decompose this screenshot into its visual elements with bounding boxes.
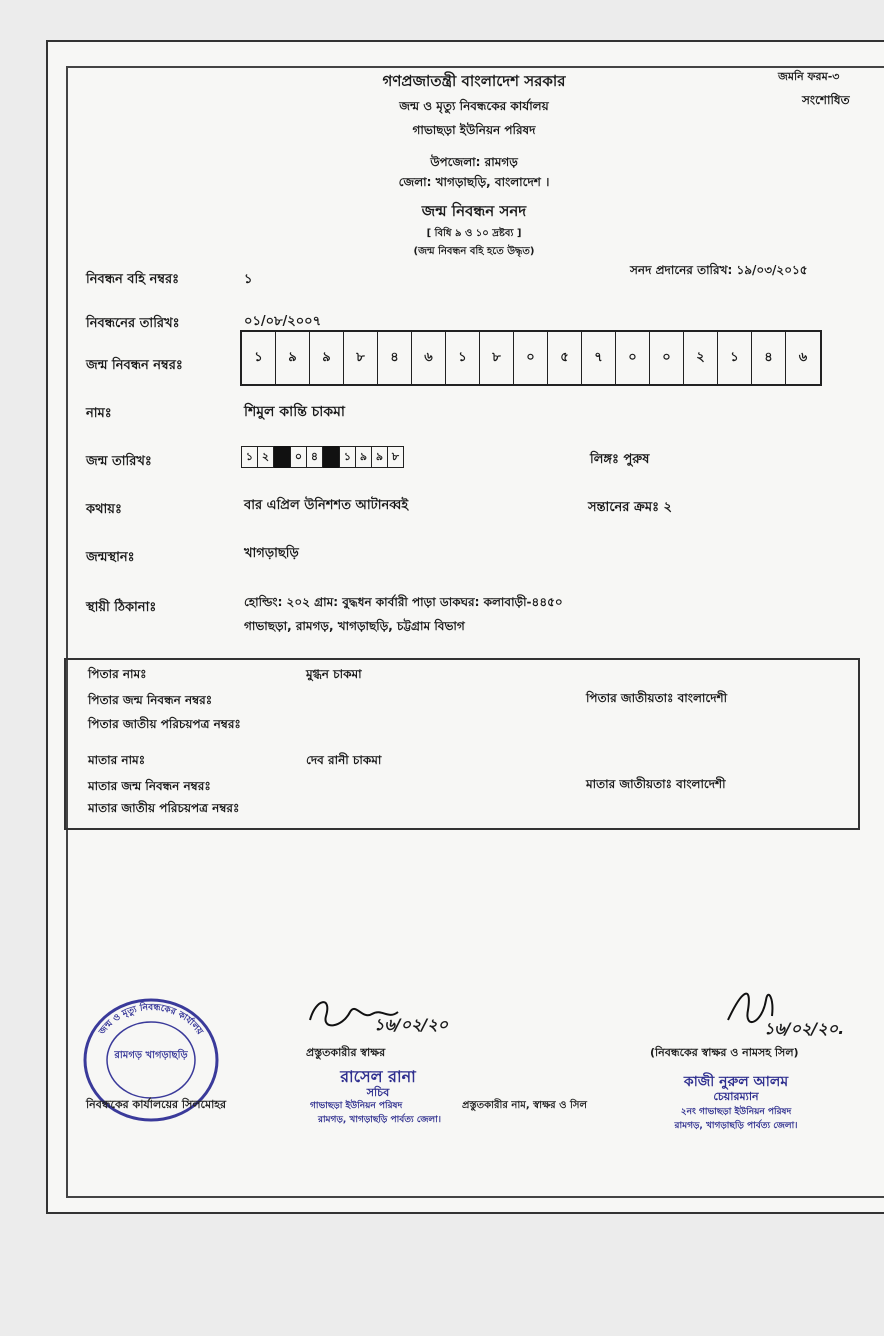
preparer-signature-label: প্রস্তুতকারীর স্বাক্ষর [306, 1046, 386, 1059]
preparer-signature-date: ১৬/০২/২০ [374, 1015, 449, 1034]
address-label: স্থায়ী ঠিকানাঃ [86, 600, 157, 615]
dob-digit: ১ [242, 447, 258, 467]
mother-nid-label: মাতার জাতীয় পরিচয়পত্র নম্বরঃ [88, 801, 240, 815]
registration-digit: ২ [684, 332, 718, 384]
mother-name-value: দেব রানী চাকমা [306, 753, 382, 767]
registrar-title: চেয়ারম্যান [713, 1090, 759, 1103]
registration-date-value: ০১/০৮/২০০৭ [244, 314, 322, 329]
registration-number-label: জন্ম নিবন্ধন নম্বরঃ [86, 358, 183, 373]
header-district: জেলা: খাগড়াছড়ি, বাংলাদেশ । [398, 175, 550, 189]
dob-digit: ৯ [356, 447, 372, 467]
registrar-signature-date: ১৬/০২/২০. [764, 1019, 845, 1038]
registration-digit: ৭ [582, 332, 616, 384]
registration-digit: ৯ [276, 332, 310, 384]
registrar-org: ২নং গাভাছড়া ইউনিয়ন পরিষদ [680, 1107, 792, 1117]
dob-label: জন্ম তারিখঃ [86, 454, 152, 469]
dob-separator [323, 446, 339, 468]
dob-digit: ০ [291, 447, 307, 467]
father-reg-label: পিতার জন্ম নিবন্ধন নম্বরঃ [88, 693, 213, 707]
address-line-2: গাভাছড়া, রামগড়, খাগড়াছড়ি, চট্টগ্রাম বিভাগ [244, 619, 465, 633]
registration-digit: ৬ [798, 349, 808, 365]
birthplace-value: খাগড়াছড়ি [244, 546, 299, 561]
father-nationality: পিতার জাতীয়তাঃ বাংলাদেশী [586, 691, 728, 705]
registration-digit: ০ [650, 332, 684, 384]
header-upazila: উপজেলা: রামগড় [430, 155, 518, 169]
sex-value: লিঙ্গঃ পুরুষ [590, 452, 650, 467]
dob-grid [241, 446, 404, 468]
registration-digit: ৮ [480, 332, 514, 384]
certificate-title: জন্ম নিবন্ধন সনদ [421, 202, 527, 220]
form-number: জমনি ফরম-৩ [778, 70, 840, 83]
father-nid-label: পিতার জাতীয় পরিচয়পত্র নম্বরঃ [88, 717, 241, 731]
registration-digit: ১ [718, 332, 752, 384]
dob-digit: ৮ [391, 449, 400, 463]
preparer-note: প্রস্তুতকারীর নাম, স্বাক্ষর ও সিল [462, 1100, 587, 1111]
issue-date: সনদ প্রদানের তারিখ: ১৯/০৩/২০১৫ [630, 263, 808, 277]
preparer-district: রামগড়, খাগড়াছড়ি পার্বত্য জেলা। [318, 1115, 441, 1125]
dob-day [241, 446, 274, 468]
book-number-value: ১ [244, 272, 253, 287]
registrar-district: রামগড়, খাগড়াছড়ি পার্বত্য জেলা। [674, 1121, 798, 1131]
registration-date-label: নিবন্ধনের তারিখঃ [86, 316, 180, 331]
header-source: (জন্ম নিবন্ধন বহি হতে উদ্ধৃত) [413, 246, 535, 257]
mother-reg-label: মাতার জন্ম নিবন্ধন নম্বরঃ [88, 779, 211, 793]
seal-ring-text: জন্ম ও মৃত্যু নিবন্ধকের কার্যালয় [97, 1002, 205, 1037]
header-office: জন্ম ও মৃত্যু নিবন্ধকের কার্যালয় [399, 99, 549, 113]
registration-digit: ৫ [548, 332, 582, 384]
seal-center-text: রামগড় খাগড়াছড়ি [114, 1050, 188, 1061]
dob-digit: ১ [340, 447, 356, 467]
dob-digit: ২ [261, 449, 270, 463]
dob-separator [274, 446, 290, 468]
seal-label: নিবন্ধকের কার্যালয়ের সিলমোহর [86, 1098, 227, 1111]
father-name-label: পিতার নামঃ [88, 667, 147, 681]
header-government: গণপ্রজাতন্ত্রী বাংলাদেশ সরকার [382, 72, 566, 90]
registrar-name: কাজী নুরুল আলম [683, 1074, 789, 1090]
in-words-value: বার এপ্রিল উনিশশত আটানব্বই [244, 498, 409, 513]
dob-year [339, 446, 404, 468]
father-name-value: মুগ্ধন চাকমা [306, 667, 362, 681]
preparer-title: সচিব [366, 1086, 390, 1099]
registration-digit: ০ [514, 332, 548, 384]
dob-month [290, 446, 323, 468]
registration-digit: ১ [242, 332, 276, 384]
header-union: গাভাছড়া ইউনিয়ন পরিষদ [412, 123, 536, 137]
name-value: শিমুল কান্তি চাকমা [244, 404, 345, 420]
preparer-name: রাসেল রানা [340, 1067, 416, 1086]
registration-digit: ০ [616, 332, 650, 384]
mother-name-label: মাতার নামঃ [88, 753, 146, 767]
registration-digit: ৯ [310, 332, 344, 384]
header-rule: [ বিধি ৯ ও ১০ দ্রষ্টব্য ] [426, 228, 522, 239]
preparer-org: গাভাছড়া ইউনিয়ন পরিষদ [310, 1101, 403, 1111]
registrar-signature-label: (নিবন্ধকের স্বাক্ষর ও নামসহ সিল) [650, 1046, 799, 1059]
form-status: সংশোধিত [802, 93, 850, 107]
mother-nationality: মাতার জাতীয়তাঃ বাংলাদেশী [586, 777, 726, 791]
registration-digit: ৮ [344, 332, 378, 384]
registration-digit: ৬ [412, 332, 446, 384]
registration-digit: ৪ [752, 332, 786, 384]
dob-digit: ৪ [310, 449, 319, 463]
name-label: নামঃ [86, 406, 112, 421]
registration-number-grid [240, 330, 822, 386]
birthplace-label: জন্মস্থানঃ [86, 550, 135, 565]
address-line-1: হোল্ডিং: ২০২ গ্রাম: বুদ্ধধন কার্বারী পাড়া ডাকঘর: কলাবাড়ী-৪৪৫০ [244, 595, 563, 609]
dob-digit: ৯ [372, 447, 388, 467]
child-order: সন্তানের ক্রমঃ ২ [588, 500, 672, 515]
registration-digit: ১ [446, 332, 480, 384]
in-words-label: কথায়ঃ [86, 502, 122, 517]
book-number-label: নিবন্ধন বহি নম্বরঃ [86, 272, 180, 287]
registration-digit: ৪ [378, 332, 412, 384]
